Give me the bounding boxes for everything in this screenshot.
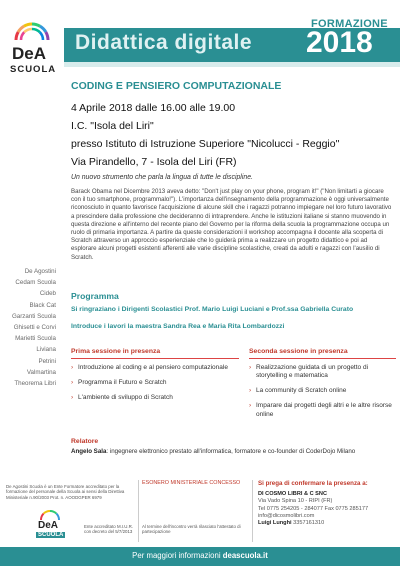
publisher-item: Black Cat bbox=[29, 301, 56, 309]
dea-scuola-footer-logo bbox=[30, 508, 70, 544]
publisher-item: Garzanti Scuola bbox=[11, 312, 56, 320]
first-session-list bbox=[71, 364, 239, 409]
second-session-rule bbox=[249, 358, 396, 359]
publisher-item: Theorema Libri bbox=[14, 380, 56, 388]
relatore-description: : ingegnere elettronico prestato all'informatica, formatore e co-founder di CoderDojo Milano bbox=[106, 448, 356, 455]
programma-intro: Introduce i lavori la maestra Sandra Rea e Maria Rita Lombardozzi bbox=[71, 323, 285, 330]
bullet-icon: › bbox=[249, 402, 252, 410]
second-session-heading: Seconda sessione in presenza bbox=[249, 348, 348, 355]
list-item: › Programma il Futuro e Scratch bbox=[71, 379, 167, 387]
footer-divider bbox=[252, 480, 253, 542]
contact-name: Luigi Lunghi bbox=[258, 520, 292, 527]
event-title: CODING E PENSIERO COMPUTAZIONALE bbox=[71, 80, 282, 92]
bottom-info-label: Per maggiori informazioni bbox=[132, 551, 221, 560]
company-email[interactable]: info@dicosmolibri.com bbox=[258, 512, 315, 519]
list-item: › Imparare dai progetti degli altri e le altre risorse online bbox=[249, 402, 392, 418]
event-venue: presso Istituto di Istruzione Superiore "Nicolucci - Reggio" bbox=[71, 138, 340, 150]
event-school: I.C. "Isola del Liri" bbox=[71, 120, 154, 132]
event-address: Via Pirandello, 7 - Isola del Liri (FR) bbox=[71, 156, 237, 168]
website-link[interactable]: deascuola.it bbox=[222, 551, 268, 560]
footer-divider bbox=[138, 480, 139, 542]
publisher-item: De Agostini bbox=[24, 268, 56, 275]
relatore-heading: Relatore bbox=[71, 438, 99, 445]
relatore-name: Angelo Sala bbox=[71, 448, 107, 455]
publisher-item: Petrini bbox=[38, 357, 56, 365]
bottom-info bbox=[0, 551, 400, 560]
header-title: Didattica digitale bbox=[75, 31, 253, 54]
footer-brand-sub: SCUOLA bbox=[38, 532, 64, 538]
list-item: › Introduzione al coding e al pensiero computazionale bbox=[71, 364, 228, 371]
formazione-label: FORMAZIONE bbox=[311, 18, 388, 30]
second-session-list bbox=[249, 364, 396, 426]
company-name: DI COSMO LIBRI & C SNC bbox=[258, 491, 327, 498]
list-item: › Realizzazione guidata di un progetto di storytelling e matematica bbox=[249, 364, 369, 380]
accreditation-note: De Agostini Scuola è un Ente Formatore accreditato per la formazione del personale della Scuola ai sensi della Direttiva Ministeriale n.90/2003 Prot. n. AOODGPER 6979 bbox=[6, 484, 125, 500]
first-session-rule bbox=[71, 358, 239, 359]
accreditation-decree: Ente accreditato M.I.U.R. con decreto del 5/7/2013 bbox=[84, 524, 134, 535]
company-street: Via Vado Spina 10 - RIPI (FR) bbox=[258, 498, 333, 505]
esonero-title: ESONERO MINISTERIALE CONCESSO bbox=[142, 480, 241, 486]
publisher-list bbox=[12, 266, 56, 389]
publisher-item: Valmartina bbox=[26, 368, 56, 376]
event-subtitle: Un nuovo strumento che parla la lingua di tutte le discipline. bbox=[71, 174, 253, 181]
company-phones: Tel 0775 254205 - 284077 Fax 0775 285177 bbox=[258, 505, 369, 512]
footer-brand-text: DeA bbox=[38, 520, 59, 531]
event-date: 4 Aprile 2018 dalle 16.00 alle 19.00 bbox=[71, 102, 236, 114]
brand-logo-sub: SCUOLA bbox=[10, 64, 57, 75]
programma-thanks: Si ringraziano i Dirigenti Scolastici Prof. Mario Luigi Luciani e Prof.ssa Gabriella Curato bbox=[71, 306, 354, 313]
contact-phone: 3357161310 bbox=[293, 520, 325, 527]
bullet-icon: › bbox=[71, 394, 74, 402]
header-stripe bbox=[64, 62, 400, 67]
rsvp-heading: Si prega di confermare la presenza a: bbox=[258, 480, 368, 487]
bullet-icon: › bbox=[249, 364, 252, 371]
rsvp-block bbox=[258, 480, 398, 527]
publisher-item: Ghisetti e Corvi bbox=[13, 324, 56, 332]
event-description: Barack Obama nel Dicembre 2013 aveva detto: "Don't just play on your phone, program it!" ("Non limitarti a giocare con il tuo smartphone, programmalo!"). L'importanza dell'insegnamento della programmazione è oggi universalmente riconosciuto in quanto favorisce l'acquisizione di alcune skill che i ragazzi potranno impiegare nel loro futuro lavorativo a prescindere dalla professione che decideranno di intraprendere. Anche le istituzioni italiane si stanno muovendo in questa direzione e all'interno del recente piano del Governo per la riforma della scuola la programmazione occupa un ruolo di primaria importanza. A partire da queste considerazioni il workshop accompagna il docente alla scoperta di Scratch attraverso un approccio esperienziale che lo guiderà prima a realizzare un progetto didattico e poi ad esplorare alcuni progetti esistenti afferenti alle varie discipline scolastiche, creati da adulti e ragazzi con l'ausilio di Scratch. bbox=[71, 188, 392, 261]
year-label: 2018 bbox=[306, 26, 373, 59]
programma-heading: Programma bbox=[71, 291, 119, 301]
bullet-icon: › bbox=[71, 379, 74, 387]
brand-logo-text: DeA bbox=[12, 44, 47, 63]
bullet-icon: › bbox=[71, 364, 74, 371]
relatore-text bbox=[71, 448, 396, 455]
publisher-item: Marietti Scuola bbox=[15, 335, 56, 343]
publisher-item: Cedam Scuola bbox=[15, 279, 56, 287]
list-item: › La community di Scratch online bbox=[249, 387, 347, 395]
dea-scuola-logo bbox=[0, 0, 64, 90]
bullet-icon: › bbox=[249, 387, 252, 395]
first-session-heading: Prima sessione in presenza bbox=[71, 348, 161, 355]
contact-line bbox=[258, 520, 398, 527]
list-item: › L'ambiente di sviluppo di Scratch bbox=[71, 394, 173, 402]
publisher-item: Cideb bbox=[39, 290, 56, 298]
esonero-note: Al termine dell'incontro verrà rilasciato l'attestato di partecipazione bbox=[142, 524, 241, 535]
publisher-item: Liviana bbox=[36, 346, 56, 354]
